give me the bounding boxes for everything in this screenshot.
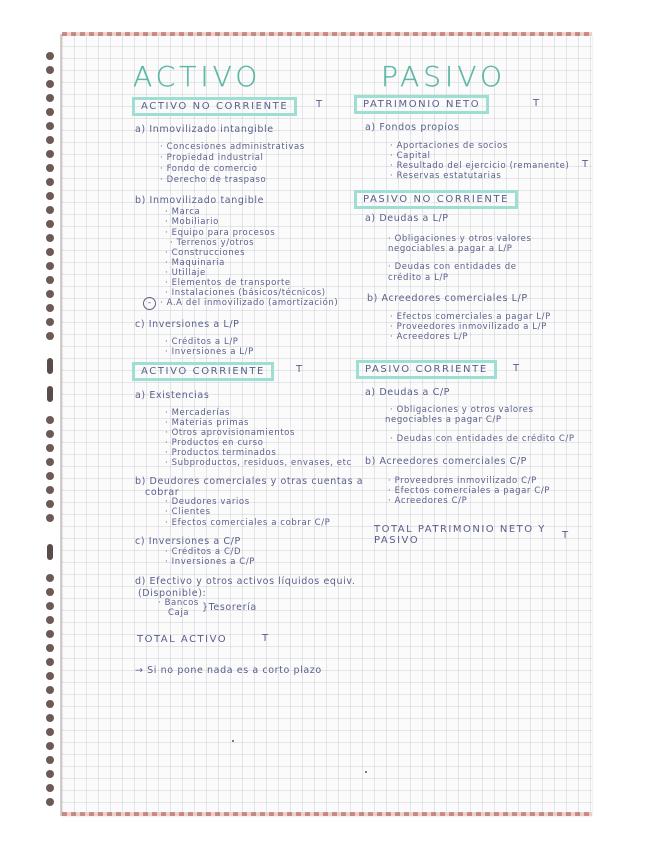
resultado-mark: T bbox=[582, 159, 589, 170]
list-item: · Proveedores inmovilizado a L/P bbox=[390, 322, 547, 332]
list-item: · Derecho de traspaso bbox=[160, 175, 267, 185]
binder-holes bbox=[46, 40, 56, 810]
list-item: · Productos terminados bbox=[165, 448, 277, 458]
activo-no-corriente-mark: T bbox=[316, 99, 323, 110]
list-item: · Créditos a L/P bbox=[165, 337, 239, 347]
binder-hole bbox=[46, 486, 54, 494]
total-pasivo-mark: T bbox=[562, 530, 569, 541]
list-item: · Equipo para procesos bbox=[165, 228, 276, 238]
binder-hole bbox=[46, 700, 54, 708]
list-item: · Maquinaria bbox=[165, 258, 225, 268]
list-item: · Materias primas bbox=[165, 418, 250, 428]
list-item: · Créditos a C/D bbox=[165, 547, 242, 557]
list-item: · Construcciones bbox=[165, 248, 246, 258]
binder-hole bbox=[46, 728, 54, 736]
binder-hole bbox=[46, 136, 54, 144]
list-item: · Efectos comerciales a pagar C/P bbox=[388, 486, 551, 496]
binder-hole bbox=[46, 602, 54, 610]
list-item: · Concesiones administrativas bbox=[160, 142, 305, 152]
binder-hole bbox=[46, 444, 54, 452]
binder-hole bbox=[46, 500, 54, 508]
binder-hole bbox=[46, 248, 54, 256]
binder-hole bbox=[46, 220, 54, 228]
binder-hole bbox=[46, 192, 54, 200]
efectivo-subtitle: (Disponible): bbox=[138, 588, 207, 599]
binder-hole bbox=[46, 150, 54, 158]
list-item: · Marca bbox=[165, 207, 201, 217]
binder-hole bbox=[46, 122, 54, 130]
list-item: · Otros aprovisionamientos bbox=[165, 428, 295, 438]
deudas-lp-title: a) Deudas a L/P bbox=[365, 213, 449, 224]
list-item: · A.A del inmovilizado (amortización) bbox=[160, 298, 339, 308]
list-item: crédito a L/P bbox=[388, 273, 449, 283]
list-item: · Capital bbox=[390, 151, 431, 161]
note: → Si no pone nada es a corto plazo bbox=[135, 665, 322, 676]
binder-hole bbox=[46, 318, 54, 326]
efectivo-title: d) Efectivo y otros activos líquidos equiv. bbox=[135, 576, 356, 587]
binder-hole bbox=[46, 290, 54, 298]
deudas-cp-title: a) Deudas a C/P bbox=[365, 387, 450, 398]
binder-hole bbox=[46, 784, 54, 792]
binder-hole bbox=[46, 276, 54, 284]
list-item: · Acreedores C/P bbox=[388, 496, 468, 506]
acreedores-lp-title: b) Acreedores comerciales L/P bbox=[367, 293, 528, 304]
binder-hole bbox=[46, 672, 54, 680]
binder-hole bbox=[46, 430, 54, 438]
activo-corriente-header: ACTIVO CORRIENTE bbox=[132, 362, 274, 381]
total-pasivo-label: TOTAL PATRIMONIO NETO Y bbox=[374, 524, 546, 535]
list-item: · Propiedad industrial bbox=[160, 153, 264, 163]
binder-hole bbox=[46, 644, 54, 652]
list-item: · Inversiones a C/P bbox=[165, 557, 256, 567]
list-item: · Elementos de transporte bbox=[165, 278, 291, 288]
existencias-title: a) Existencias bbox=[135, 390, 210, 401]
binder-hole bbox=[46, 472, 54, 480]
list-item: · Reservas estatutarias bbox=[390, 171, 502, 181]
binder-hole bbox=[46, 756, 54, 764]
binder-hole bbox=[46, 770, 54, 778]
list-item: · Terrenos y/otros bbox=[170, 238, 255, 248]
list-item: · Mercaderías bbox=[165, 408, 231, 418]
page-top-edge bbox=[62, 32, 592, 36]
pasivo-corriente-mark: T bbox=[513, 363, 520, 374]
binder-hole bbox=[46, 630, 54, 638]
notebook-page bbox=[62, 34, 592, 816]
binder-hole bbox=[46, 588, 54, 596]
binder-hole bbox=[46, 164, 54, 172]
binder-hole bbox=[46, 742, 54, 750]
list-item: · Bancos bbox=[158, 598, 199, 608]
patrimonio-neto-mark: T bbox=[533, 98, 540, 109]
list-item: · Obligaciones y otros valores bbox=[388, 234, 532, 244]
list-item: · Inversiones a L/P bbox=[165, 347, 254, 357]
pasivo-no-corriente-header: PASIVO NO CORRIENTE bbox=[354, 190, 518, 209]
binder-hole bbox=[46, 416, 54, 424]
fondos-propios-title: a) Fondos propios bbox=[365, 122, 460, 133]
list-item: · Deudas con entidades de bbox=[388, 262, 517, 272]
list-item: · Obligaciones y otros valores bbox=[390, 405, 534, 415]
list-item: · Subproductos, residuos, envases, etc bbox=[165, 458, 352, 468]
minus-circle-icon: - bbox=[143, 297, 156, 310]
binder-hole bbox=[46, 108, 54, 116]
list-item: · Instalaciones (básicos/técnicos) bbox=[165, 288, 326, 298]
activo-corriente-mark: T bbox=[296, 364, 303, 375]
list-item: · Fondo de comercio bbox=[160, 164, 258, 174]
binder-hole bbox=[46, 514, 54, 522]
list-item: · Proveedores inmovilizado C/P bbox=[388, 476, 537, 486]
binder-hole bbox=[46, 178, 54, 186]
list-item: · Clientes bbox=[165, 507, 211, 517]
list-item: · Efectos comerciales a cobrar C/P bbox=[165, 518, 331, 528]
list-item: · Efectos comerciales a pagar L/P bbox=[390, 312, 551, 322]
paper-speck bbox=[365, 771, 367, 773]
activo-title: ACTIVO bbox=[133, 60, 262, 93]
binder-hole bbox=[46, 458, 54, 466]
binder-hole bbox=[46, 234, 54, 242]
list-item: Caja bbox=[168, 608, 190, 618]
tangible-title: b) Inmovilizado tangible bbox=[135, 195, 265, 206]
total-activo-mark: T bbox=[262, 633, 269, 644]
paper-speck bbox=[232, 740, 234, 742]
binder-hole bbox=[46, 332, 54, 340]
pasivo-corriente-header: PASIVO CORRIENTE bbox=[356, 360, 497, 379]
list-item: · Deudores varios bbox=[165, 497, 250, 507]
list-item: · Deudas con entidades de crédito C/P bbox=[390, 434, 575, 444]
tesoreria-brace-label: }Tesorería bbox=[202, 602, 257, 613]
binder-hole bbox=[46, 616, 54, 624]
binder-hole bbox=[46, 798, 54, 806]
deudores-title: b) Deudores comerciales y otras cuentas a bbox=[135, 476, 364, 487]
pasivo-title: PASIVO bbox=[381, 60, 506, 93]
list-item: · Utillaje bbox=[165, 268, 206, 278]
list-item: · Acreedores L/P bbox=[390, 332, 469, 342]
patrimonio-neto-header: PATRIMONIO NETO bbox=[354, 95, 489, 114]
page-bottom-edge bbox=[62, 812, 592, 816]
binder-hole bbox=[47, 358, 53, 374]
intangible-title: a) Inmovilizado intangible bbox=[135, 124, 274, 135]
total-pasivo-label-cont: PASIVO bbox=[374, 535, 420, 546]
binder-hole bbox=[47, 386, 53, 402]
list-item: negociables a pagar C/P bbox=[385, 415, 502, 425]
acreedores-cp-title: b) Acreedores comerciales C/P bbox=[365, 456, 527, 467]
inversiones-lp-title: c) Inversiones a L/P bbox=[135, 319, 240, 330]
list-item: · Aportaciones de socios bbox=[390, 141, 508, 151]
binder-hole bbox=[46, 262, 54, 270]
binder-hole bbox=[46, 206, 54, 214]
inversiones-cp-title: c) Inversiones a C/P bbox=[135, 536, 241, 547]
binder-hole bbox=[47, 544, 53, 560]
total-activo-label: TOTAL ACTIVO bbox=[137, 634, 228, 645]
binder-hole bbox=[46, 80, 54, 88]
binder-hole bbox=[46, 714, 54, 722]
list-item: negociables a pagar a L/P bbox=[388, 244, 513, 254]
list-item: · Productos en curso bbox=[165, 438, 264, 448]
binder-hole bbox=[46, 574, 54, 582]
binder-hole bbox=[46, 66, 54, 74]
binder-hole bbox=[46, 52, 54, 60]
deudores-title-cont: cobrar bbox=[145, 487, 180, 498]
binder-hole bbox=[46, 304, 54, 312]
activo-no-corriente-header: ACTIVO NO CORRIENTE bbox=[132, 97, 297, 116]
binder-hole bbox=[46, 686, 54, 694]
list-item: · Resultado del ejercicio (remanente) bbox=[390, 161, 570, 171]
binder-hole bbox=[46, 94, 54, 102]
binder-hole bbox=[46, 658, 54, 666]
list-item: · Mobiliario bbox=[165, 217, 219, 227]
